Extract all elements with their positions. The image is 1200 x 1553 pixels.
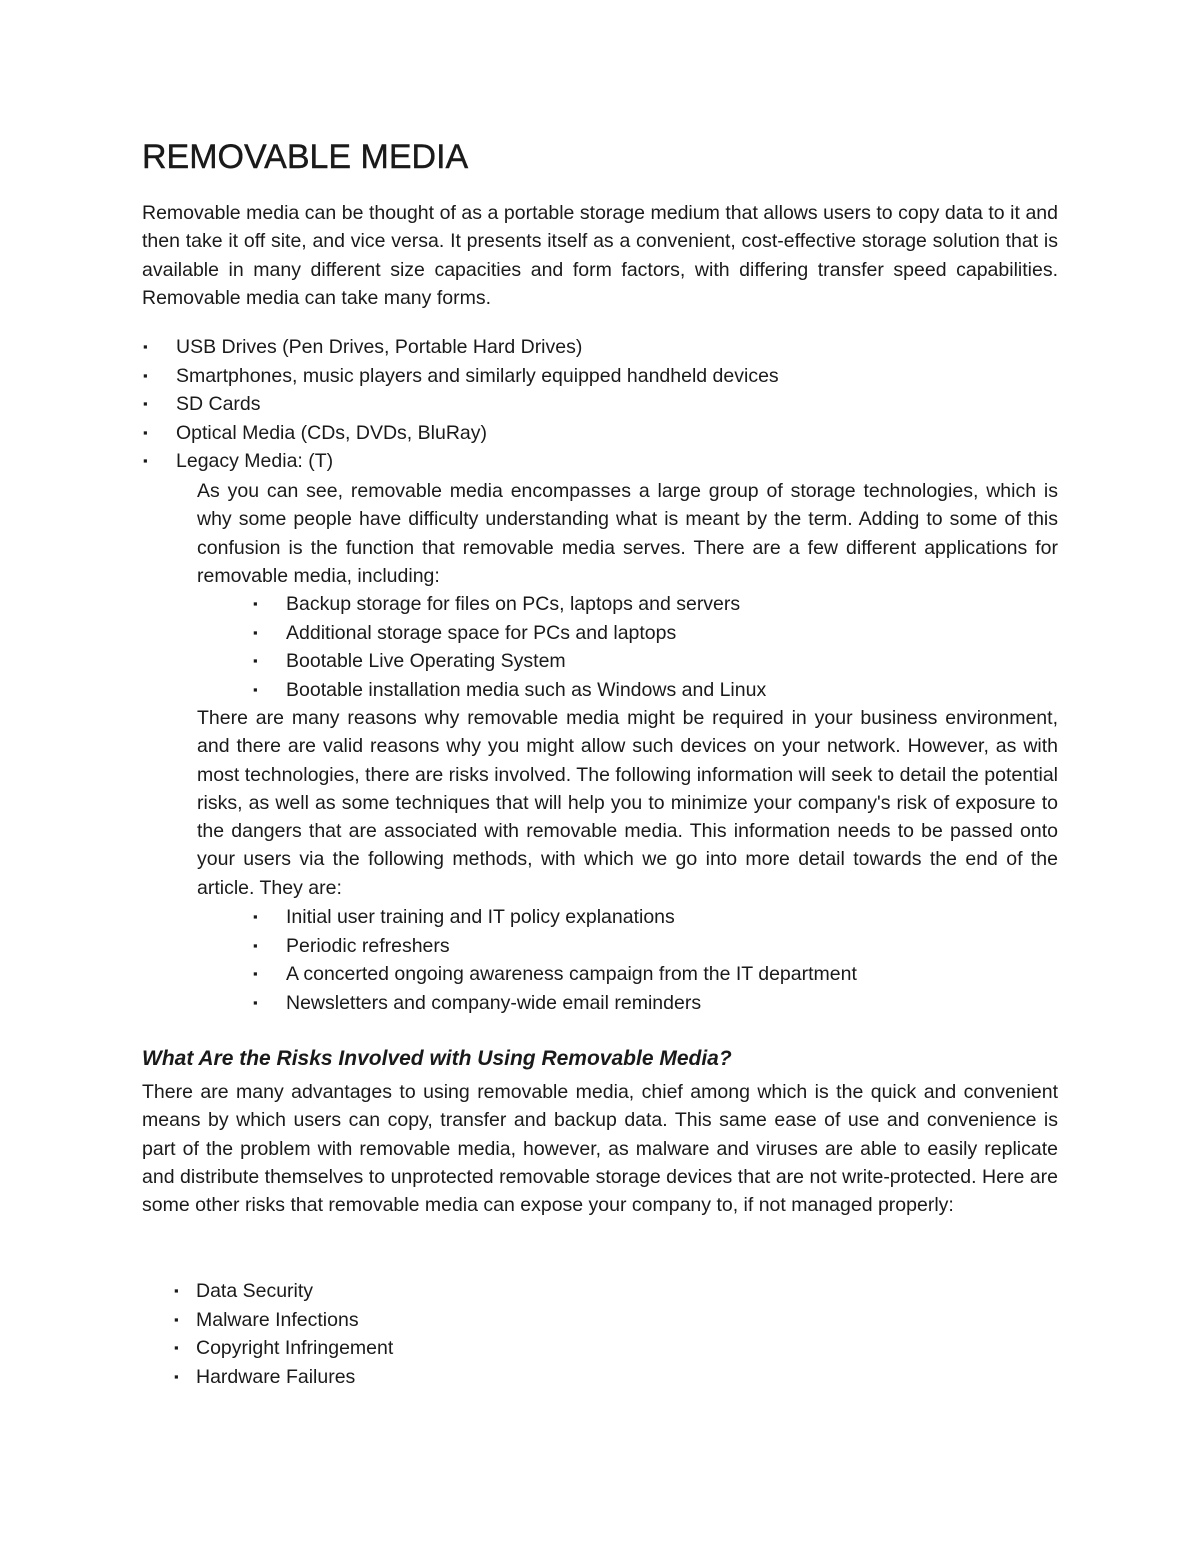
risks-list [174, 1277, 394, 1391]
risks-paragraph: There are many advantages to using removable media, chief among which is the quick and convenient means by which users can copy, transfer and backup data. This same ease of use and convenience is part of the problem with removable media, however, as malware and viruses are able to easily replicate and distribute themselves to unprotected removable storage devices that are not write-protected. Here are some other risks that removable media can expose your company to, if not managed properly: [142, 1081, 1058, 1217]
list-item: ▪ Bootable installation media such as Windows and Linux [286, 676, 766, 705]
bullet-icon: ▪ [253, 994, 258, 1010]
methods-paragraph: There are many reasons why removable media might be required in your business environment, and there are valid reasons why you might allow such devices on your network. However, as with most technologies, there are risks involved. The following information will seek to detail the potential risks, as well as some techniques that will help you to minimize your company's risk of exposure to the dangers that are associated with removable media. This information needs to be passed onto your users via the following methods, with which we go into more detail towards the end of the article. They are: [197, 707, 1058, 899]
list-item: ▪ SD Cards [176, 390, 779, 419]
bullet-icon: ▪ [253, 937, 258, 953]
bullet-icon: ▪ [143, 367, 148, 383]
list-item: ▪ Data Security [196, 1277, 393, 1306]
bullet-icon: ▪ [143, 396, 148, 411]
list-item: ▪ Smartphones, music players and similarly equipped handheld devices [176, 362, 779, 391]
list-item: ▪ Copyright Infringement [196, 1334, 393, 1363]
list-item: ▪ Optical Media (CDs, DVDs, BluRay) [176, 419, 779, 448]
applications-list [253, 590, 767, 704]
list-item: ▪ Periodic refreshers [286, 932, 857, 961]
bullet-icon: ▪ [143, 453, 148, 468]
bullet-icon: ▪ [253, 653, 258, 668]
bullet-icon: ▪ [253, 966, 258, 981]
bullet-icon: ▪ [143, 339, 148, 354]
list-item: ▪ Legacy Media: (T) [176, 447, 779, 476]
list-item: ▪ Newsletters and company-wide email reminders [286, 989, 857, 1018]
list-item: ▪ Bootable Live Operating System [286, 647, 766, 676]
applications-paragraph: As you can see, removable media encompasses a large group of storage technologies, which is why some people have difficulty understanding what is meant by the term. Adding to some of this confusion is the function that removable media serves. There are a few different applications for removable media, including: [197, 480, 1058, 587]
bullet-icon: ▪ [174, 1283, 179, 1298]
bullet-icon: ▪ [174, 1311, 179, 1327]
bullet-icon: ▪ [253, 681, 258, 697]
bullet-icon: ▪ [253, 909, 258, 924]
list-item: ▪ A concerted ongoing awareness campaign from the IT department [286, 960, 857, 989]
media-forms-list [143, 333, 779, 476]
bullet-icon: ▪ [253, 624, 258, 640]
bullet-icon: ▪ [253, 596, 258, 611]
list-item: ▪ USB Drives (Pen Drives, Portable Hard Drives) [176, 333, 779, 362]
list-item: ▪ Additional storage space for PCs and laptops [286, 619, 766, 648]
list-item: ▪ Malware Infections [196, 1306, 393, 1335]
list-item: ▪ Hardware Failures [196, 1363, 393, 1392]
bullet-icon: ▪ [143, 424, 148, 440]
bullet-icon: ▪ [174, 1368, 179, 1384]
list-item: ▪ Backup storage for files on PCs, laptops and servers [286, 590, 766, 619]
risks-heading: What Are the Risks Involved with Using Removable Media? [142, 1047, 732, 1070]
methods-list [253, 903, 857, 1017]
list-item: ▪ Initial user training and IT policy explanations [286, 903, 857, 932]
page-title: REMOVABLE MEDIA [142, 138, 469, 176]
bullet-icon: ▪ [174, 1340, 179, 1355]
intro-paragraph: Removable media can be thought of as a portable storage medium that allows users to copy data to it and then take it off site, and vice versa. It presents itself as a convenient, cost-effective storage solution that is available in many different size capacities and form factors, with differing transfer speed capabilities. Removable media can take many forms. [142, 202, 1058, 309]
